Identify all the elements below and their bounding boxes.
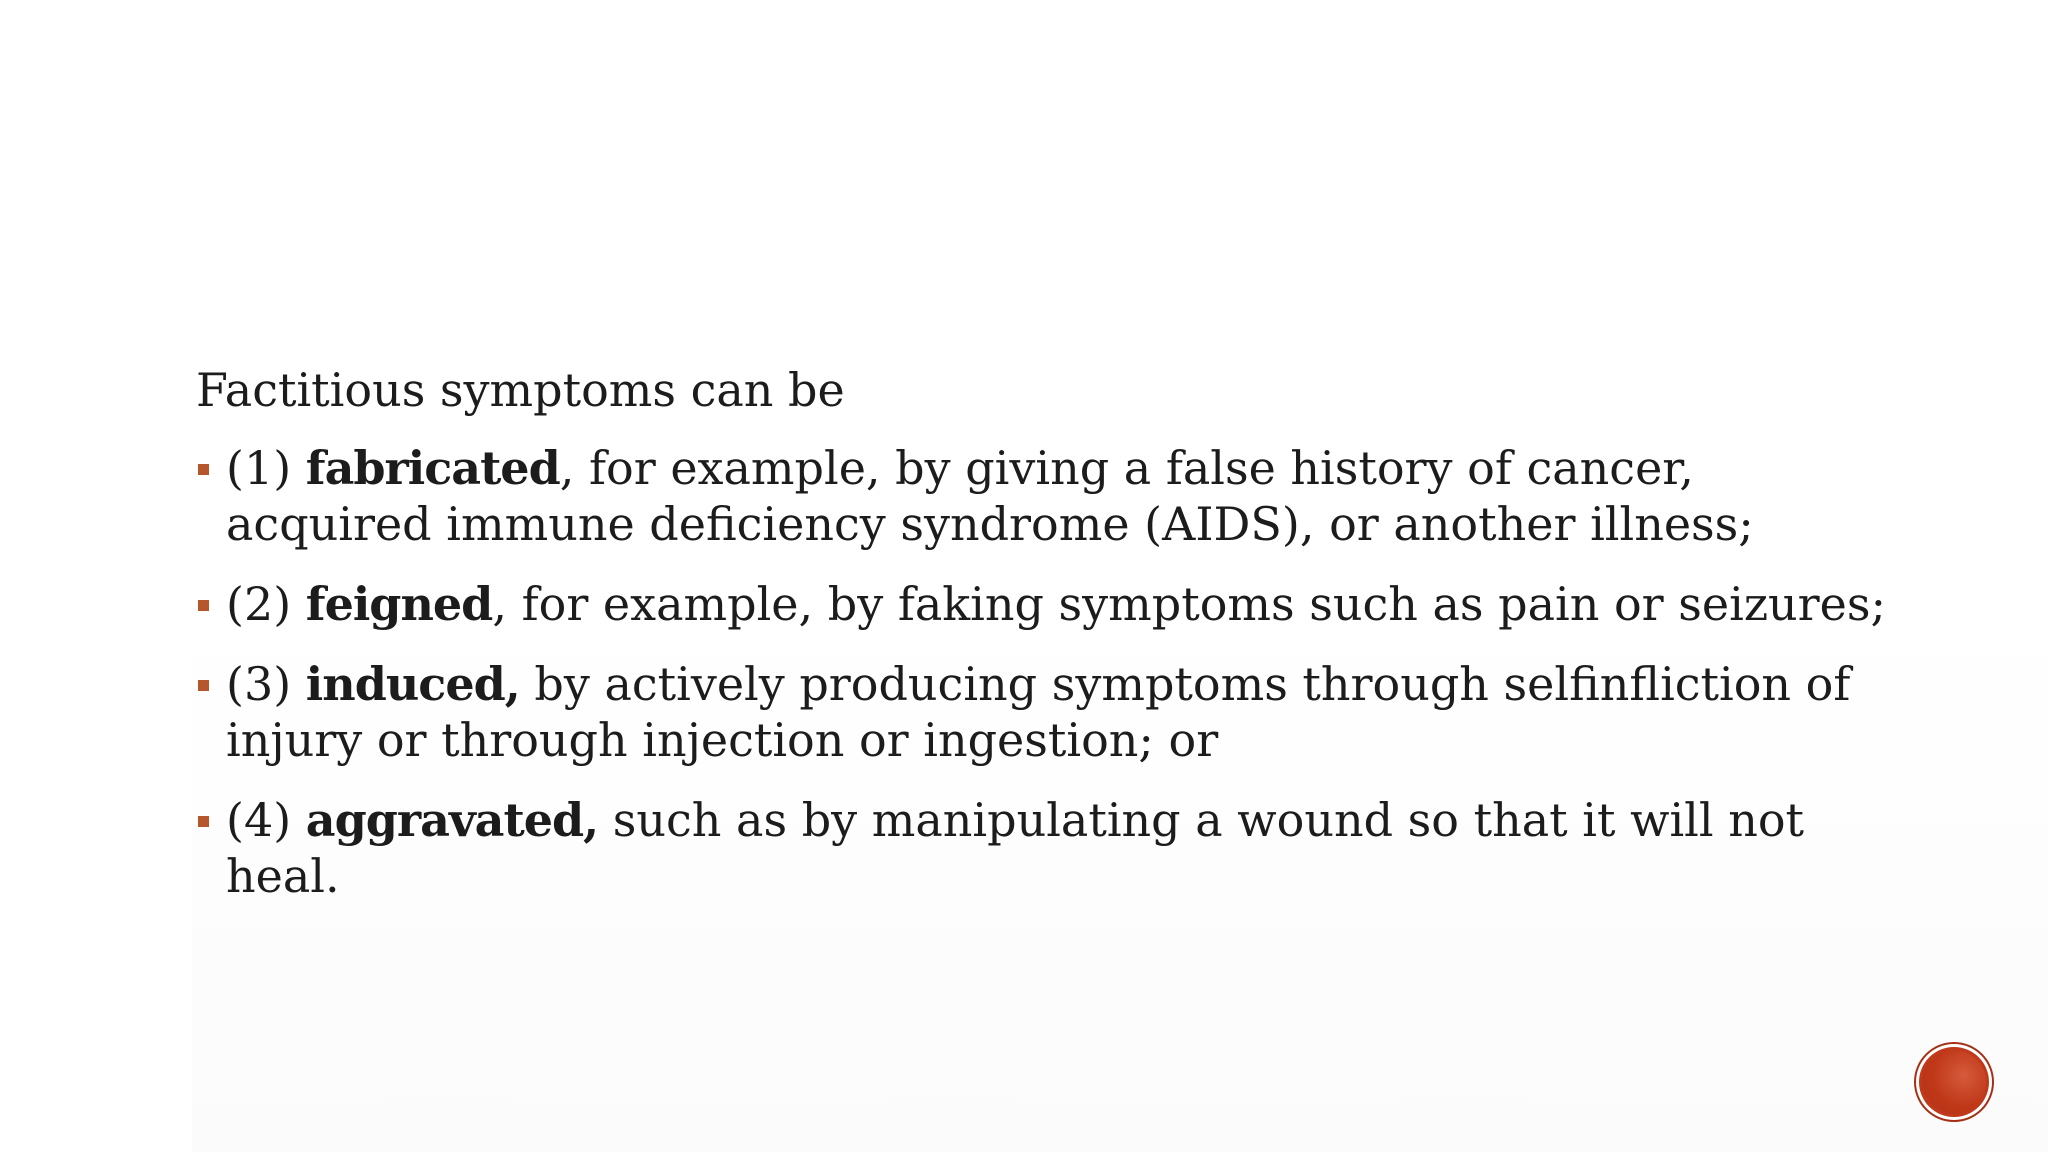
bullet-term: induced, (305, 657, 520, 711)
slide-badge-icon (1916, 1044, 1992, 1120)
intro-text: Factitious symptoms can be (196, 363, 845, 417)
bullet-term: aggravated, (305, 793, 599, 847)
bullet-list (196, 440, 1896, 904)
square-bullet-icon (198, 464, 209, 475)
bullet-prefix: (1) (226, 441, 306, 495)
slide-body (196, 362, 1896, 928)
bullet-term: feigned (305, 577, 493, 631)
bullet-prefix: (2) (226, 577, 306, 631)
bullet-item-feigned (196, 576, 1896, 632)
bullet-text: such as by manipulating a wound so that it will not heal. (226, 793, 1805, 903)
square-bullet-icon (198, 816, 209, 827)
bullet-text: , for example, by giving a false history of cancer, acquired immune deficiency syndrome (AIDS), or another illness; (226, 441, 1754, 551)
bullet-item-aggravated (196, 792, 1896, 904)
bullet-prefix: (3) (226, 657, 306, 711)
bullet-prefix: (4) (226, 793, 306, 847)
bullet-item-induced (196, 656, 1896, 768)
bullet-text: , for example, by faking symptoms such as pain or seizures; (492, 577, 1886, 631)
bullet-item-fabricated (196, 440, 1896, 552)
square-bullet-icon (198, 680, 209, 691)
square-bullet-icon (198, 600, 209, 611)
bullet-text: by actively producing symptoms through selfinfliction of injury or through injection or ingestion; or (226, 657, 1851, 767)
bullet-term: fabricated (305, 441, 560, 495)
